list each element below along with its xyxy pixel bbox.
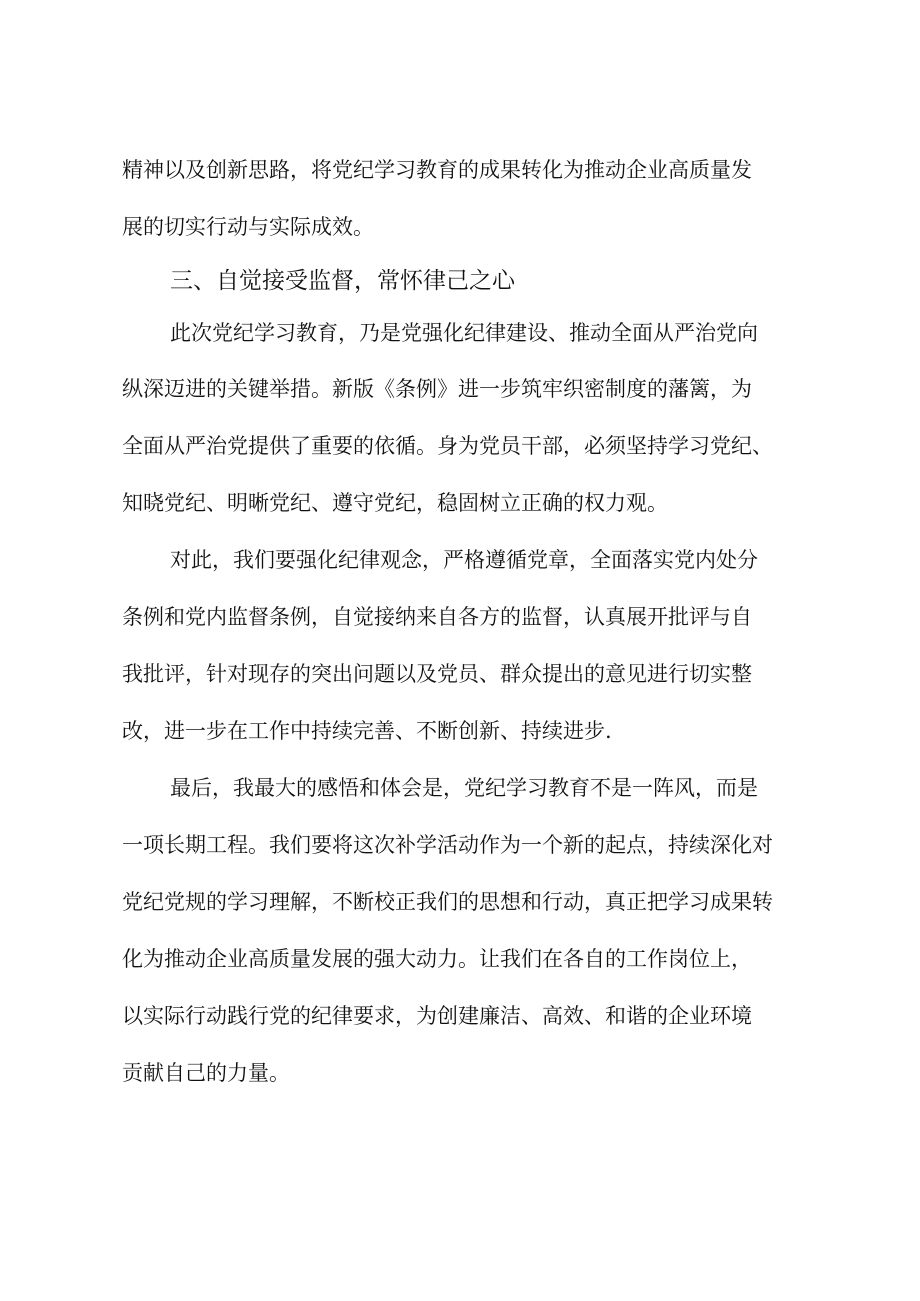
para2-line-3: 全面从严治党提供了重要的依循。身为党员干部，必须坚持学习党纪、 [122,434,773,458]
section-heading: 三、自觉接受监督，常怀律己之心 [170,268,515,294]
para4-line-4: 化为推动企业高质量发展的强大动力。让我们在各自的工作岗位上， [122,947,752,971]
para4-line-5: 以实际行动践行党的纪律要求，为创建廉洁、高效、和谐的企业环境 [122,1004,752,1028]
para3-line-3: 我批评，针对现存的突出问题以及党员、群众提出的意见进行切实整 [122,662,752,686]
para1-line-1: 精神以及创新思路，将党纪学习教育的成果转化为推动企业高质量发 [122,158,752,182]
para2-line-4: 知晓党纪、明晰党纪、遵守党纪，稳固树立正确的权力观。 [122,491,668,515]
para1-line-2: 展的切实行动与实际成效。 [122,215,374,239]
para4-line-3: 党纪党规的学习理解，不断校正我们的思想和行动，真正把学习成果转 [122,890,773,914]
para3-line-2: 条例和党内监督条例，自觉接纳来自各方的监督，认真展开批评与自 [122,605,752,629]
para4-line-6: 贡献自己的力量。 [122,1061,290,1085]
para3-line-1: 对此，我们要强化纪律观念，严格遵循党章，全面落实党内处分 [170,548,758,572]
para3-line-4: 改，进一步在工作中持续完善、不断创新、持续进步. [122,719,612,743]
para4-line-1: 最后，我最大的感悟和体会是，党纪学习教育不是一阵风，而是 [170,776,758,800]
para4-line-2: 一项长期工程。我们要将这次补学活动作为一个新的起点，持续深化对 [122,833,773,857]
para2-line-1: 此次党纪学习教育，乃是党强化纪律建设、推动全面从严治党向 [170,321,758,345]
para2-line-2: 纵深迈进的关键举措。新版《条例》进一步筑牢织密制度的藩篱，为 [122,377,752,401]
